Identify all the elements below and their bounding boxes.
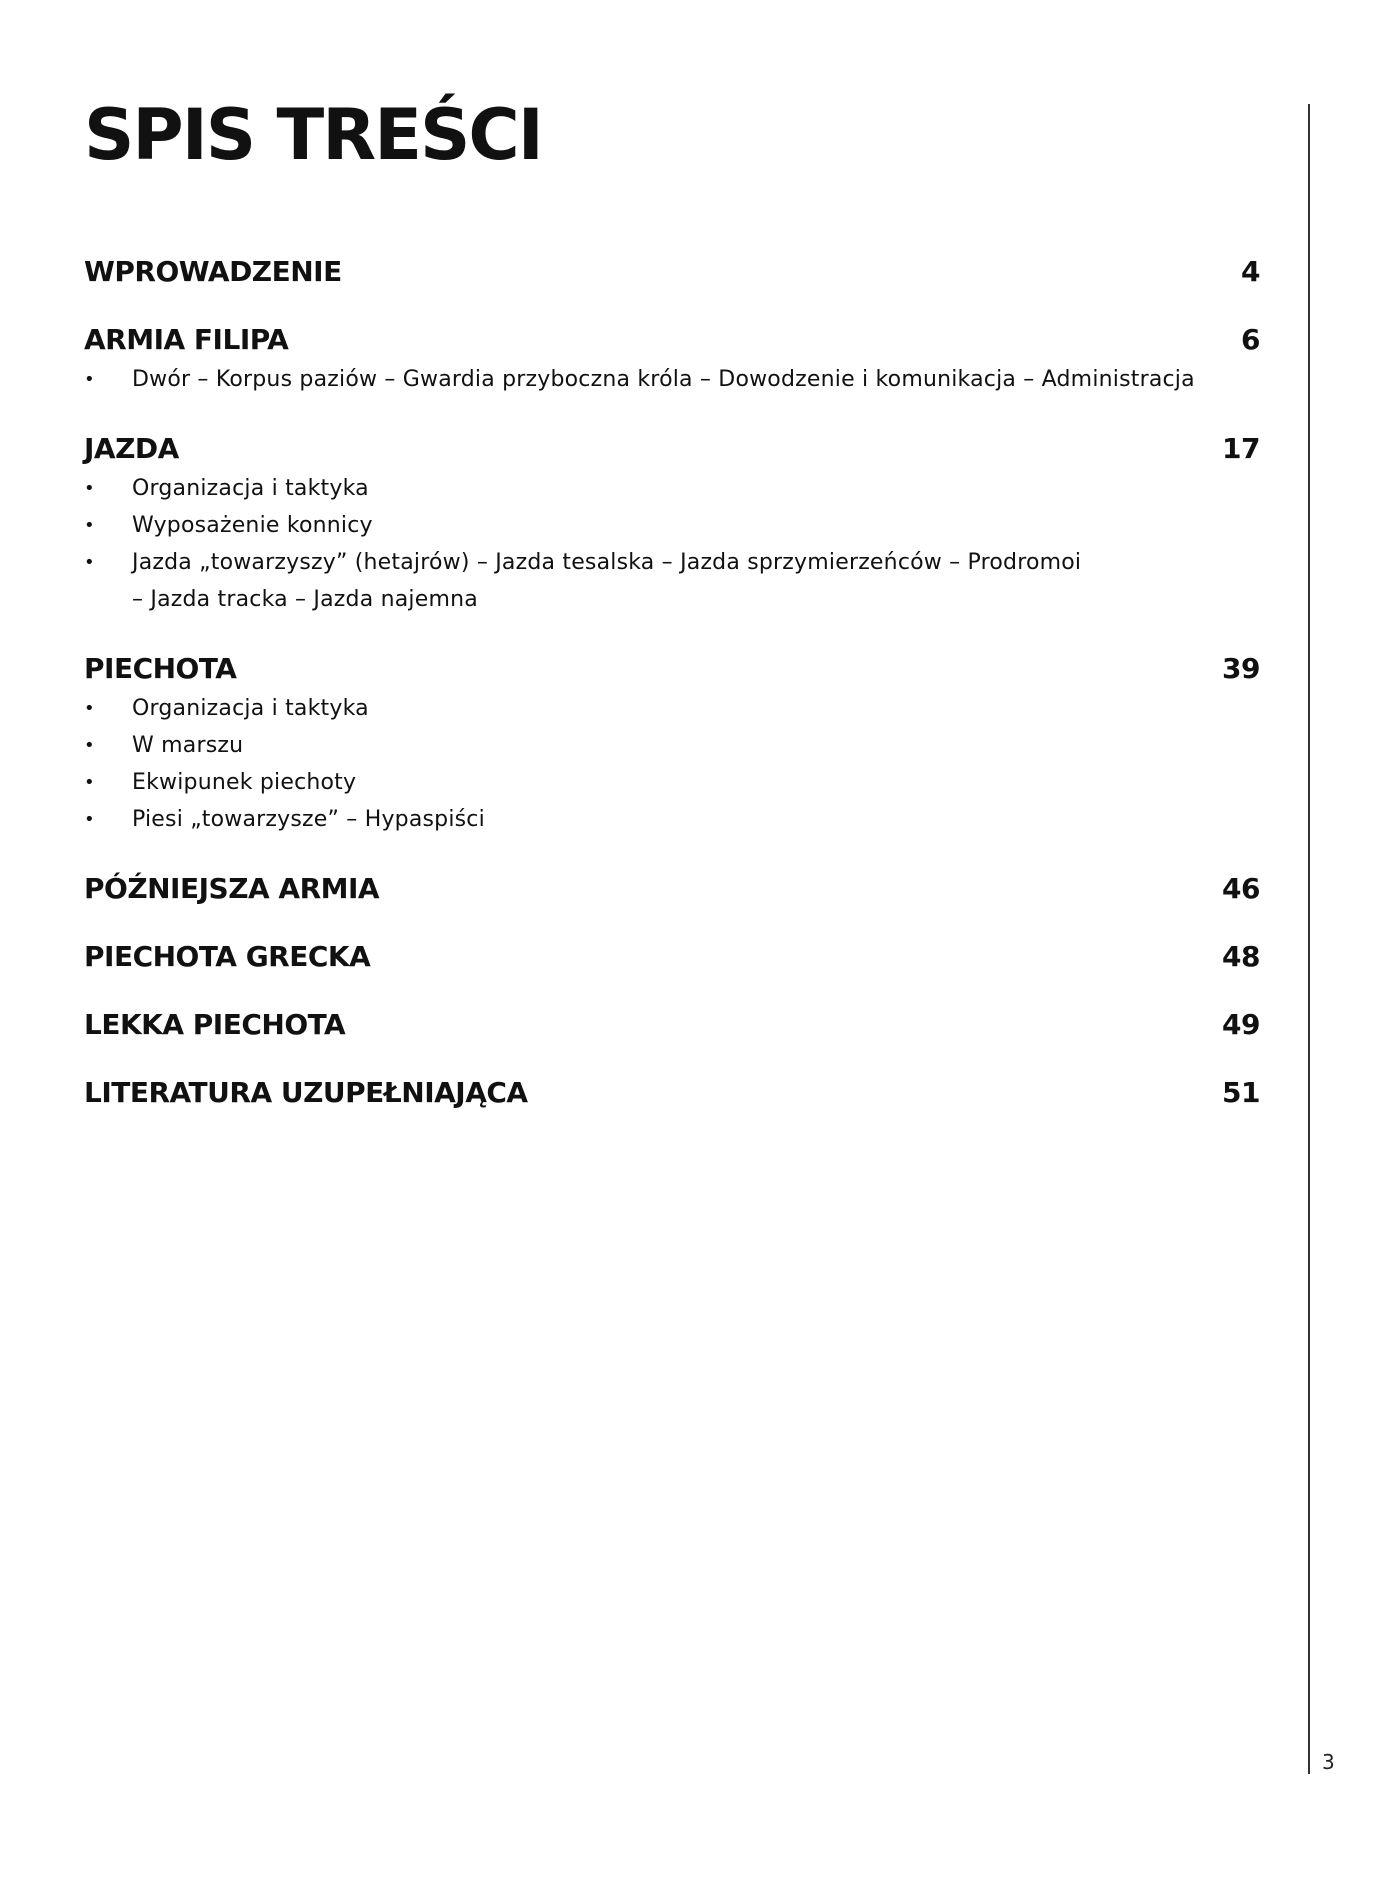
page-number: 3	[1322, 1750, 1335, 1774]
toc-subitem-list	[84, 470, 1260, 618]
toc-heading-label: LEKKA PIECHOTA	[84, 1008, 346, 1041]
toc-heading-label: JAZDA	[84, 432, 179, 465]
toc-page-number: 49	[1222, 1008, 1260, 1041]
toc-entry-jazda	[84, 432, 1260, 618]
toc-page-number: 39	[1222, 652, 1260, 685]
toc-page-number: 6	[1241, 323, 1260, 356]
toc-heading-label: WPROWADZENIE	[84, 255, 342, 288]
toc-entry-armia-filipa	[84, 323, 1260, 398]
toc-page-number: 51	[1222, 1076, 1260, 1109]
toc-subitem	[84, 361, 1260, 398]
bullet-icon: •	[84, 515, 95, 536]
toc-heading[interactable]	[84, 1008, 1260, 1042]
bullet-icon: •	[84, 478, 95, 499]
bullet-icon: •	[84, 369, 95, 390]
margin-divider	[1308, 104, 1310, 1774]
toc-heading[interactable]	[84, 323, 1260, 357]
toc-subitem-list	[84, 361, 1260, 398]
page-title: SPIS TREŚCI	[84, 94, 542, 176]
bullet-icon: •	[84, 735, 95, 756]
toc-heading-label: PÓŹNIEJSZA ARMIA	[84, 872, 380, 905]
bullet-icon: •	[84, 552, 95, 573]
toc-subitem-text: Piesi „towarzysze” – Hypaspiści	[132, 807, 485, 832]
toc-subitem	[84, 690, 1260, 727]
toc-entry-piechota-grecka	[84, 940, 1260, 974]
toc-subitem-text: W marszu	[132, 733, 244, 758]
toc-subitem	[84, 470, 1260, 507]
toc-subitem-text: Dwór – Korpus paziów – Gwardia przyboczna króla – Dowodzenie i komunikacja – Administracja	[132, 367, 1195, 392]
toc-subitem	[84, 764, 1260, 801]
toc-subitem-text: Organizacja i taktyka	[132, 476, 369, 501]
toc-page-number: 17	[1222, 432, 1260, 465]
toc-subitem-text: Ekwipunek piechoty	[132, 770, 357, 795]
toc-subitem-text: Jazda „towarzyszy” (hetajrów) – Jazda tesalska – Jazda sprzymierzeńców – Prodromoi	[132, 550, 1082, 575]
bullet-icon: •	[84, 809, 95, 830]
bullet-icon: •	[84, 772, 95, 793]
toc-page-number: 4	[1241, 255, 1260, 288]
toc-heading-label: ARMIA FILIPA	[84, 323, 289, 356]
toc-heading[interactable]	[84, 255, 1260, 289]
toc-subitem	[84, 801, 1260, 838]
toc-page-number: 46	[1222, 872, 1260, 905]
toc-subitem-continuation: – Jazda tracka – Jazda najemna	[132, 587, 478, 612]
toc-heading[interactable]	[84, 940, 1260, 974]
toc-subitem	[84, 544, 1260, 618]
toc-subitem-list	[84, 690, 1260, 838]
toc-heading-label: PIECHOTA GRECKA	[84, 940, 371, 973]
toc-subitem-text: Organizacja i taktyka	[132, 696, 369, 721]
toc-entry-pozniejsza-armia	[84, 872, 1260, 906]
toc-entry-wprowadzenie	[84, 255, 1260, 289]
toc-entry-piechota	[84, 652, 1260, 838]
toc-heading-label: PIECHOTA	[84, 652, 237, 685]
table-of-contents	[84, 255, 1260, 1144]
toc-heading[interactable]	[84, 432, 1260, 466]
toc-heading-label: LITERATURA UZUPEŁNIAJĄCA	[84, 1076, 528, 1109]
toc-entry-literatura-uzupelniajaca	[84, 1076, 1260, 1110]
toc-heading[interactable]	[84, 652, 1260, 686]
toc-page-number: 48	[1222, 940, 1260, 973]
toc-subitem-text: Wyposażenie konnicy	[132, 513, 373, 538]
toc-heading[interactable]	[84, 1076, 1260, 1110]
toc-subitem	[84, 727, 1260, 764]
bullet-icon: •	[84, 698, 95, 719]
toc-heading[interactable]	[84, 872, 1260, 906]
toc-subitem	[84, 507, 1260, 544]
toc-entry-lekka-piechota	[84, 1008, 1260, 1042]
